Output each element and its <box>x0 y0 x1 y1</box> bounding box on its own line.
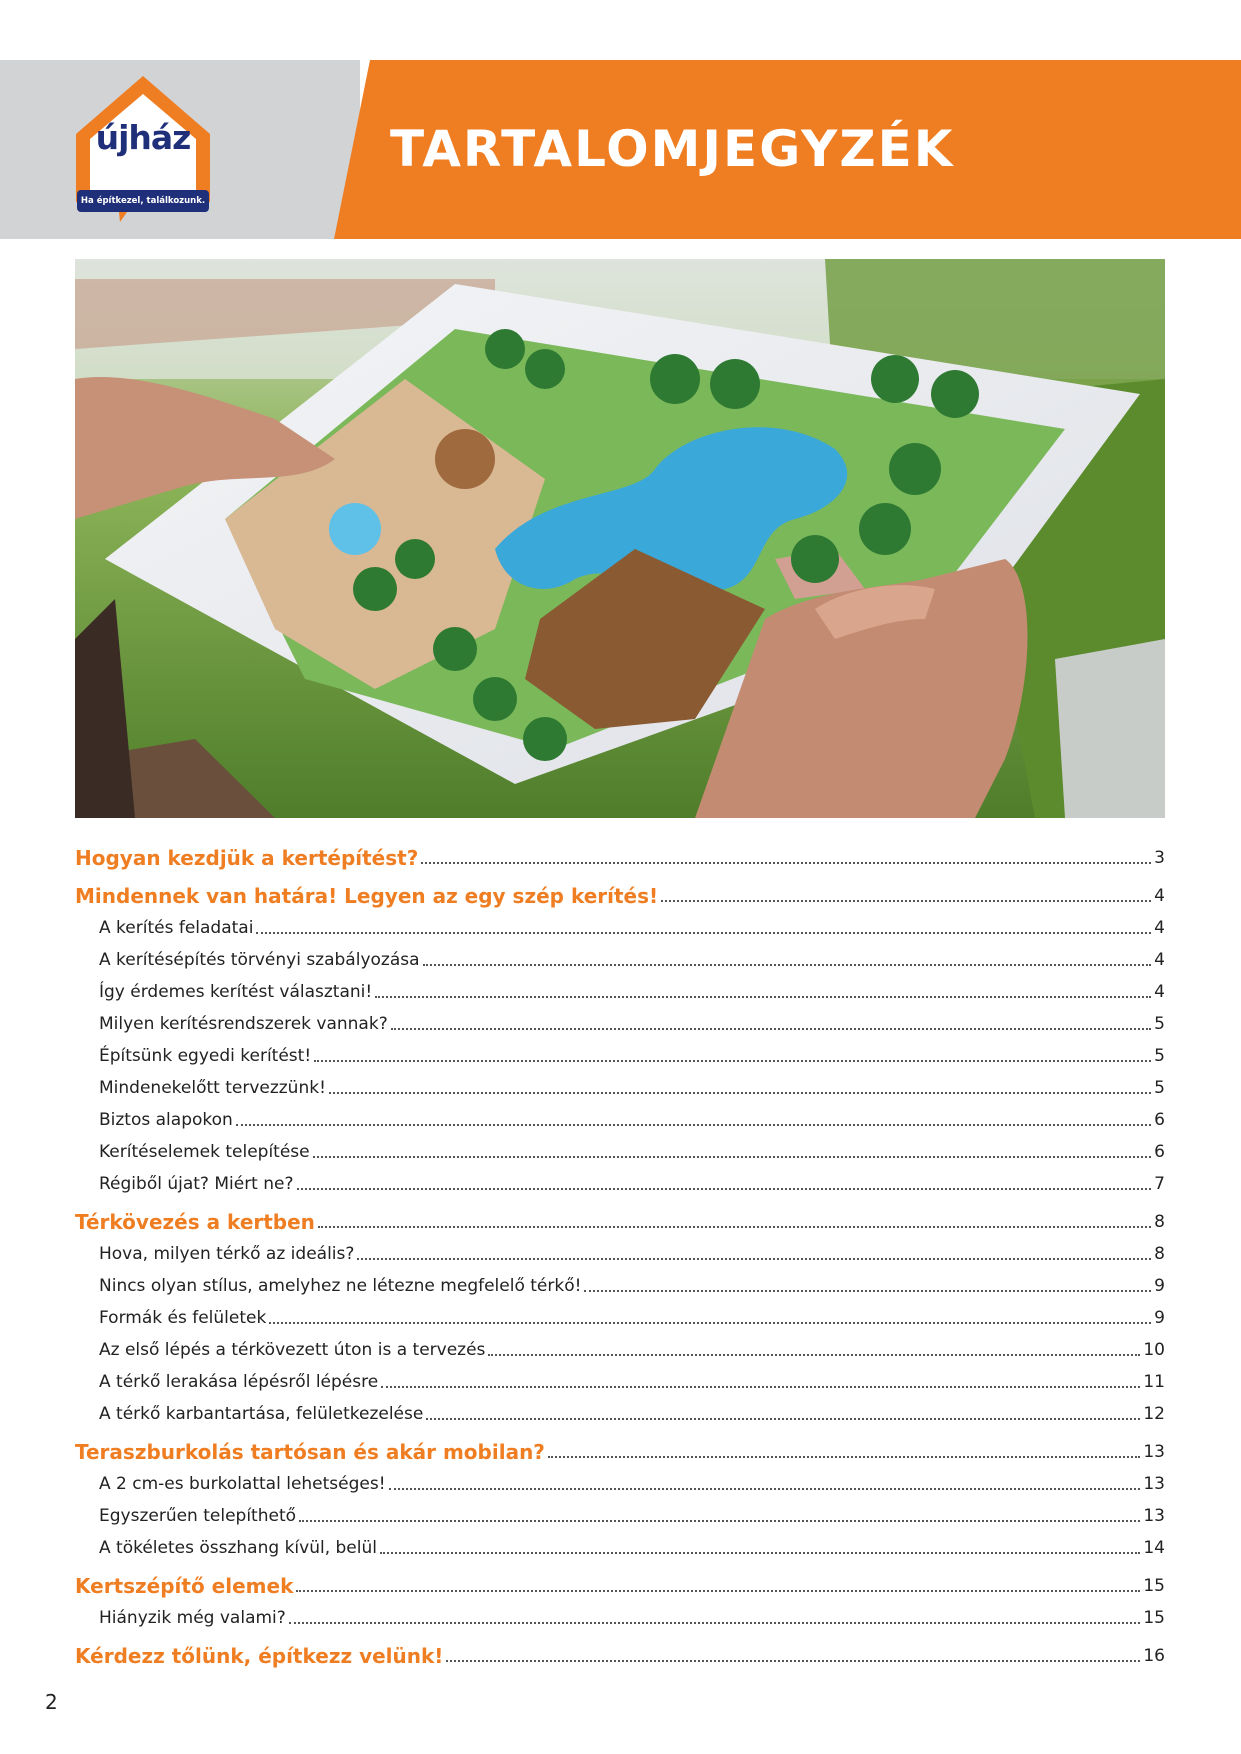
toc-dot-leader <box>269 1322 1151 1324</box>
toc-dot-leader <box>389 1488 1141 1490</box>
toc-entry-title: Régiből újat? Miért ne? <box>99 1174 294 1194</box>
toc-entry-page: 12 <box>1143 1404 1165 1424</box>
toc-dot-leader <box>299 1520 1140 1522</box>
toc-dot-leader <box>313 1156 1152 1158</box>
toc-section-entry[interactable] <box>75 1103 1165 1135</box>
table-of-contents <box>75 835 1165 1671</box>
toc-entry-title: Teraszburkolás tartósan és akár mobilan? <box>75 1440 545 1464</box>
toc-entry-title: Hiányzik még valami? <box>99 1608 286 1628</box>
toc-section-entry[interactable] <box>75 1601 1165 1633</box>
toc-entry-page: 13 <box>1143 1442 1165 1462</box>
toc-entry-title: Az első lépés a térkövezett úton is a tervezés <box>99 1340 486 1360</box>
toc-chapter-entry[interactable] <box>75 1429 1165 1467</box>
toc-dot-leader <box>548 1456 1140 1458</box>
toc-dot-leader <box>661 900 1151 902</box>
toc-dot-leader <box>421 862 1151 864</box>
toc-section-entry[interactable] <box>75 943 1165 975</box>
toc-entry-title: Egyszerűen telepíthető <box>99 1506 297 1526</box>
toc-section-entry[interactable] <box>75 1135 1165 1167</box>
toc-entry-page: 13 <box>1143 1474 1165 1494</box>
toc-dot-leader <box>381 1386 1140 1388</box>
toc-entry-page: 4 <box>1154 886 1165 906</box>
toc-entry-title: Milyen kerítésrendszerek vannak? <box>99 1014 388 1034</box>
toc-dot-leader <box>296 1590 1140 1592</box>
toc-entry-title: Így érdemes kerítést választani! <box>99 982 373 1002</box>
toc-entry-page: 9 <box>1154 1308 1165 1328</box>
toc-entry-page: 3 <box>1154 848 1165 868</box>
logo-tagline: Ha építkezel, találkozunk. <box>77 190 209 212</box>
toc-section-entry[interactable] <box>75 1007 1165 1039</box>
toc-dot-leader <box>357 1258 1151 1260</box>
toc-dot-leader <box>289 1622 1141 1624</box>
toc-dot-leader <box>236 1124 1151 1126</box>
ujhaz-logo[interactable] <box>72 72 214 228</box>
toc-dot-leader <box>256 932 1151 934</box>
toc-section-entry[interactable] <box>75 1531 1165 1563</box>
toc-entry-page: 6 <box>1154 1110 1165 1130</box>
toc-dot-leader <box>375 996 1151 998</box>
toc-section-entry[interactable] <box>75 1237 1165 1269</box>
toc-entry-title: A térkő lerakása lépésről lépésre <box>99 1372 379 1392</box>
toc-entry-page: 11 <box>1143 1372 1165 1392</box>
page-title: TARTALOMJEGYZÉK <box>390 120 955 178</box>
toc-section-entry[interactable] <box>75 1365 1165 1397</box>
toc-entry-title: Mindennek van határa! Legyen az egy szép kerítés! <box>75 884 659 908</box>
toc-entry-page: 5 <box>1154 1014 1165 1034</box>
toc-dot-leader <box>297 1188 1152 1190</box>
toc-section-entry[interactable] <box>75 1071 1165 1103</box>
toc-entry-title: Mindenekelőtt tervezzünk! <box>99 1078 326 1098</box>
toc-entry-title: Építsünk egyedi kerítést! <box>99 1046 312 1066</box>
toc-entry-page: 6 <box>1154 1142 1165 1162</box>
toc-chapter-entry[interactable] <box>75 1199 1165 1237</box>
toc-entry-page: 13 <box>1143 1506 1165 1526</box>
toc-entry-page: 14 <box>1143 1538 1165 1558</box>
toc-entry-title: A térkő karbantartása, felületkezelése <box>99 1404 424 1424</box>
toc-chapter-entry[interactable] <box>75 1563 1165 1601</box>
toc-entry-title: Kerítéselemek telepítése <box>99 1142 310 1162</box>
toc-entry-page: 4 <box>1154 950 1165 970</box>
toc-chapter-entry[interactable] <box>75 1633 1165 1671</box>
toc-dot-leader <box>329 1092 1151 1094</box>
toc-entry-page: 15 <box>1143 1576 1165 1596</box>
toc-entry-page: 4 <box>1154 918 1165 938</box>
toc-entry-page: 5 <box>1154 1046 1165 1066</box>
toc-entry-title: A tökéletes összhang kívül, belül <box>99 1538 377 1558</box>
toc-entry-page: 9 <box>1154 1276 1165 1296</box>
page-number: 2 <box>45 1690 58 1714</box>
toc-section-entry[interactable] <box>75 975 1165 1007</box>
toc-entry-page: 15 <box>1143 1608 1165 1628</box>
toc-section-entry[interactable] <box>75 1269 1165 1301</box>
logo-wordmark: újház <box>95 118 191 157</box>
toc-dot-leader <box>426 1418 1140 1420</box>
toc-dot-leader <box>318 1226 1151 1228</box>
toc-entry-title: Formák és felületek <box>99 1308 267 1328</box>
toc-chapter-entry[interactable] <box>75 835 1165 873</box>
toc-dot-leader <box>314 1060 1151 1062</box>
toc-section-entry[interactable] <box>75 1167 1165 1199</box>
toc-dot-leader <box>380 1552 1140 1554</box>
toc-section-entry[interactable] <box>75 1039 1165 1071</box>
hands-holding-garden-plan-photo <box>75 259 1165 818</box>
toc-entry-title: Kérdezz tőlünk, építkezz velünk! <box>75 1644 444 1668</box>
toc-entry-title: A kerítés feladatai <box>99 918 254 938</box>
toc-section-entry[interactable] <box>75 1333 1165 1365</box>
toc-entry-page: 16 <box>1143 1646 1165 1666</box>
toc-entry-page: 4 <box>1154 982 1165 1002</box>
toc-entry-page: 10 <box>1143 1340 1165 1360</box>
toc-entry-title: Kertszépítő elemek <box>75 1574 294 1598</box>
toc-section-entry[interactable] <box>75 1301 1165 1333</box>
toc-section-entry[interactable] <box>75 1499 1165 1531</box>
toc-entry-page: 7 <box>1154 1174 1165 1194</box>
toc-entry-page: 5 <box>1154 1078 1165 1098</box>
toc-entry-title: Hogyan kezdjük a kertépítést? <box>75 846 419 870</box>
toc-dot-leader <box>391 1028 1151 1030</box>
toc-entry-page: 8 <box>1154 1212 1165 1232</box>
toc-section-entry[interactable] <box>75 1397 1165 1429</box>
toc-chapter-entry[interactable] <box>75 873 1165 911</box>
toc-entry-title: Nincs olyan stílus, amelyhez ne létezne megfelelő térkő! <box>99 1276 582 1296</box>
toc-entry-title: Biztos alapokon <box>99 1110 233 1130</box>
toc-dot-leader <box>584 1290 1151 1292</box>
toc-section-entry[interactable] <box>75 1467 1165 1499</box>
toc-dot-leader <box>423 964 1152 966</box>
toc-entry-title: Hova, milyen térkő az ideális? <box>99 1244 355 1264</box>
toc-entry-title: A 2 cm-es burkolattal lehetséges! <box>99 1474 386 1494</box>
toc-entry-title: A kerítésépítés törvényi szabályozása <box>99 950 420 970</box>
toc-entry-page: 8 <box>1154 1244 1165 1264</box>
toc-section-entry[interactable] <box>75 911 1165 943</box>
toc-dot-leader <box>446 1660 1140 1662</box>
toc-entry-title: Térkövezés a kertben <box>75 1210 315 1234</box>
toc-dot-leader <box>488 1354 1140 1356</box>
